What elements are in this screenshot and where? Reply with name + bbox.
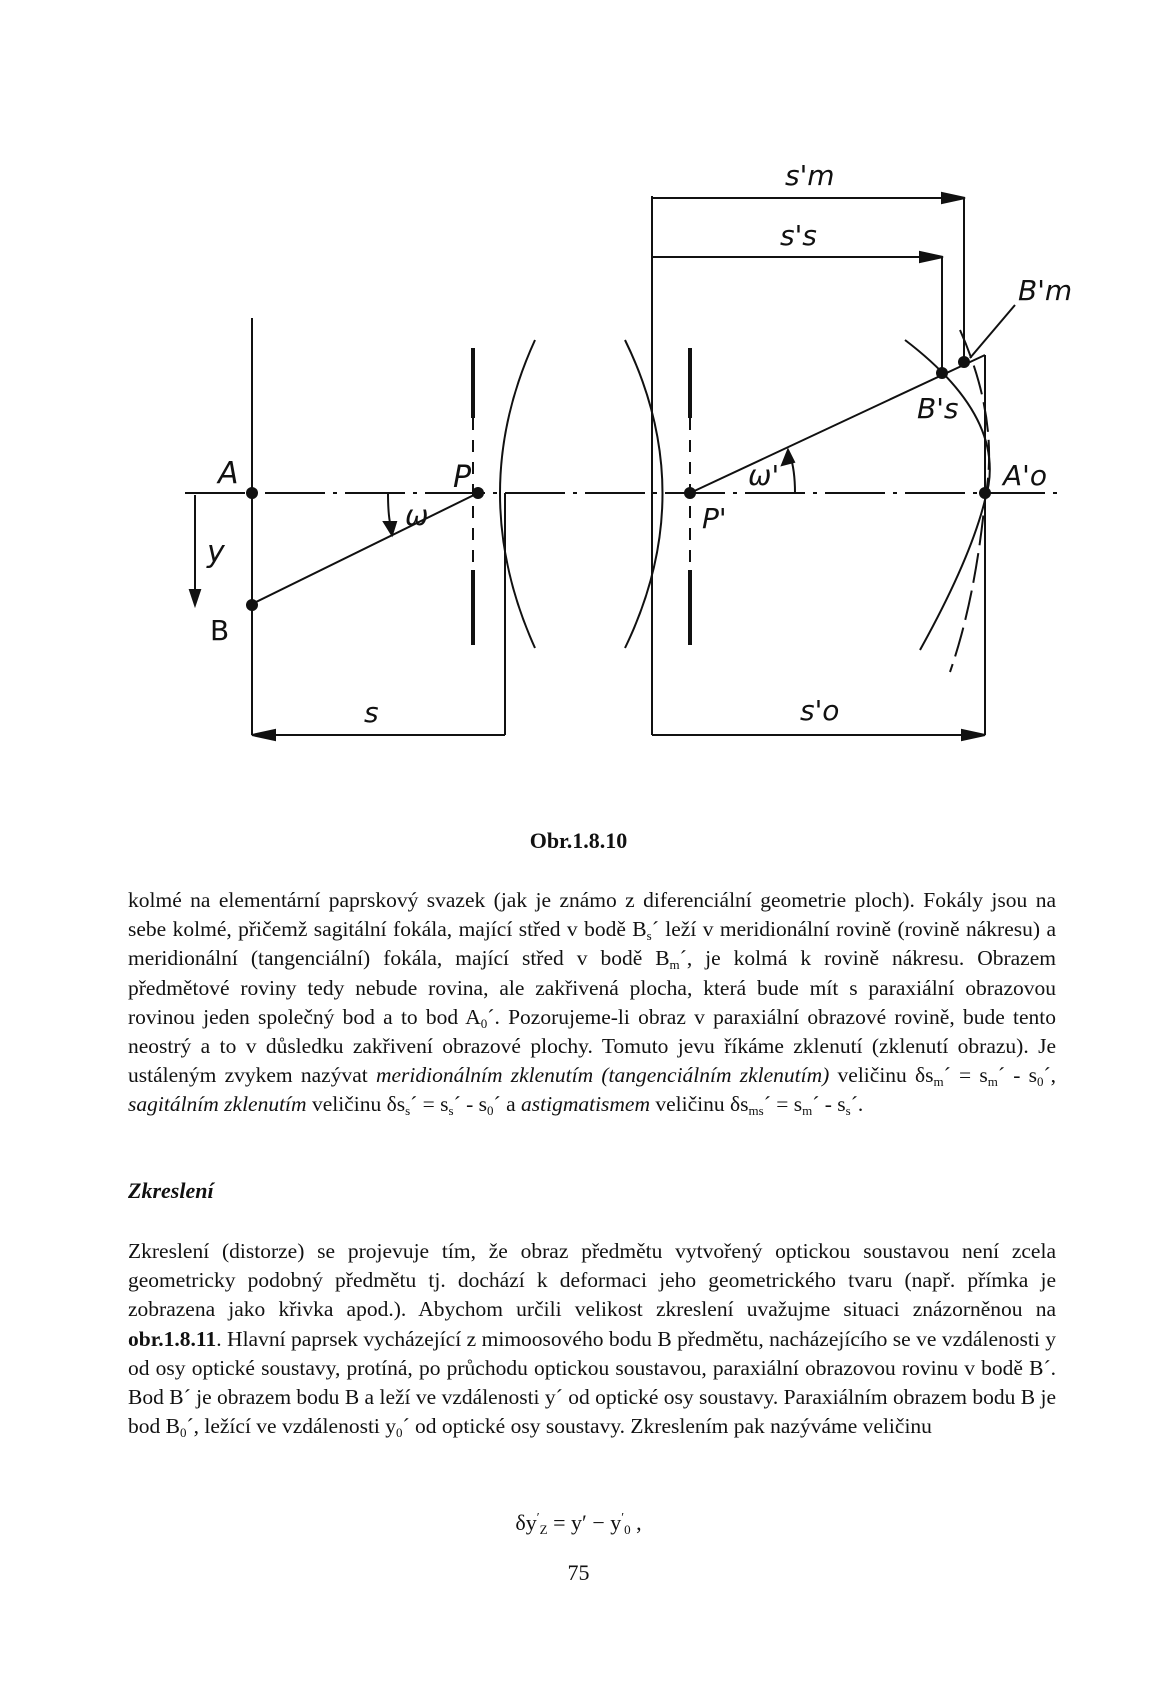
optical-diagram [0,0,1157,800]
label-A0-prime: A'o [1003,459,1047,492]
section-heading: Zkreslení [128,1178,214,1203]
astigmatism-figure [0,0,1157,800]
label-s0-prime: s'o [800,694,840,727]
paragraph-distortion: Zkreslení (distorze) se projevuje tím, že obraz předmětu vytvořený optickou soustavou není zcela geometricky podobný předmětu tj. dochází k deformaci jeho geometrického tvaru (např. přímka je zobrazena jako křivka apod.). Abychom určili velikost zkreslení uvažujme situaci znázorněnou na obr.1.8.11. Hlavní paprsek vycházející z mimoosového bodu B předmětu, nacházejícího se ve vzdálenosti y od osy optické soustavy, protíná, po průchodu optickou soustavou, paraxiální obrazovou rovinu v bodě B´. Bod B´ je obrazem bodu B a leží ve vzdálenosti y´ od optické osy soustavy. Paraxiálním obrazem bodu B je bod $B_0´$, ležící ve vzdálenosti $y_0´$ od optické osy soustavy. Zkreslením pak nazýváme veličinu [128,1239,1056,1441]
point-P [472,487,484,499]
point-B [246,599,258,611]
omega-arrowhead [384,522,396,535]
paragraph-field-curvature: kolmé na elementární paprskový svazek (jak je známo z diferenciální geometrie ploch). Fokály jsou na sebe kolmé, přičemž sagitální fokála, mající střed v bodě $B_s´$ leží v meridionální rovině (rovině nákresu) a meridionální (tangenciální) fokála, mající střed v bodě $B_m´$, je kolmá k rovině nákresu. Obrazem předmětové roviny tedy nebude rovina, ale zakřivená plocha, která bude mít s paraxiální obrazovou rovinou jeden společný bod a to bod $A_0´$. Pozorujeme-li obraz v paraxiální obrazové rovině, bude tento neostrý a to v důsledku zakřivení obrazové plochy. Tomuto jevu říkáme zklenutí (zklenutí obrazu). Je ustáleným zvykem nazývat meridionálním zklenutím (tangenciálním zklenutím) veličinu $\delta s_m´$ = $s_m´$ - $s_0´$, sagitálním zklenutím veličinu $\delta s_s´$ = $s_s´$ - $s_0´$ a astigmatismem veličinu $\delta s_{ms}´$ = $s_m´$ - $s_s´$. [128,888,1057,1119]
meridional-image-surface [950,330,989,672]
label-Bm-prime: B'm [1018,274,1073,307]
point-A0-prime [979,487,991,499]
label-P: P [453,460,472,495]
figure-caption: Obr.1.8.10 [529,828,628,853]
point-Bs-prime [936,367,948,379]
page-number: 75 [567,1560,590,1585]
y-arrowhead [190,590,200,605]
label-omega: ω [405,499,429,532]
label-B: B [210,614,230,647]
label-P-prime: P' [702,502,727,535]
distortion-formula: $\delta y'_Z = y' - y'_0$ , [515,1509,642,1537]
label-y: y [207,535,225,570]
label-ss-prime: s's [780,219,817,252]
label-s: s [364,696,379,729]
s-arrowhead [252,730,275,740]
label-A: A [218,456,239,491]
Bm-leader [970,305,1015,358]
ss-arrowhead [920,252,943,262]
point-A [246,487,258,499]
label-sm-prime: s'm [785,159,835,192]
sm-arrowhead [942,193,965,203]
label-omega-prime: ω' [748,459,780,492]
omega-prime-arrowhead [782,450,794,465]
point-P-prime [684,487,696,499]
chief-ray-object [250,493,478,605]
s0-arrowhead [962,730,985,740]
figure-reference: obr.1.8.11 [128,1326,217,1351]
point-Bm-prime [958,356,970,368]
label-Bs-prime: B's [917,392,959,425]
